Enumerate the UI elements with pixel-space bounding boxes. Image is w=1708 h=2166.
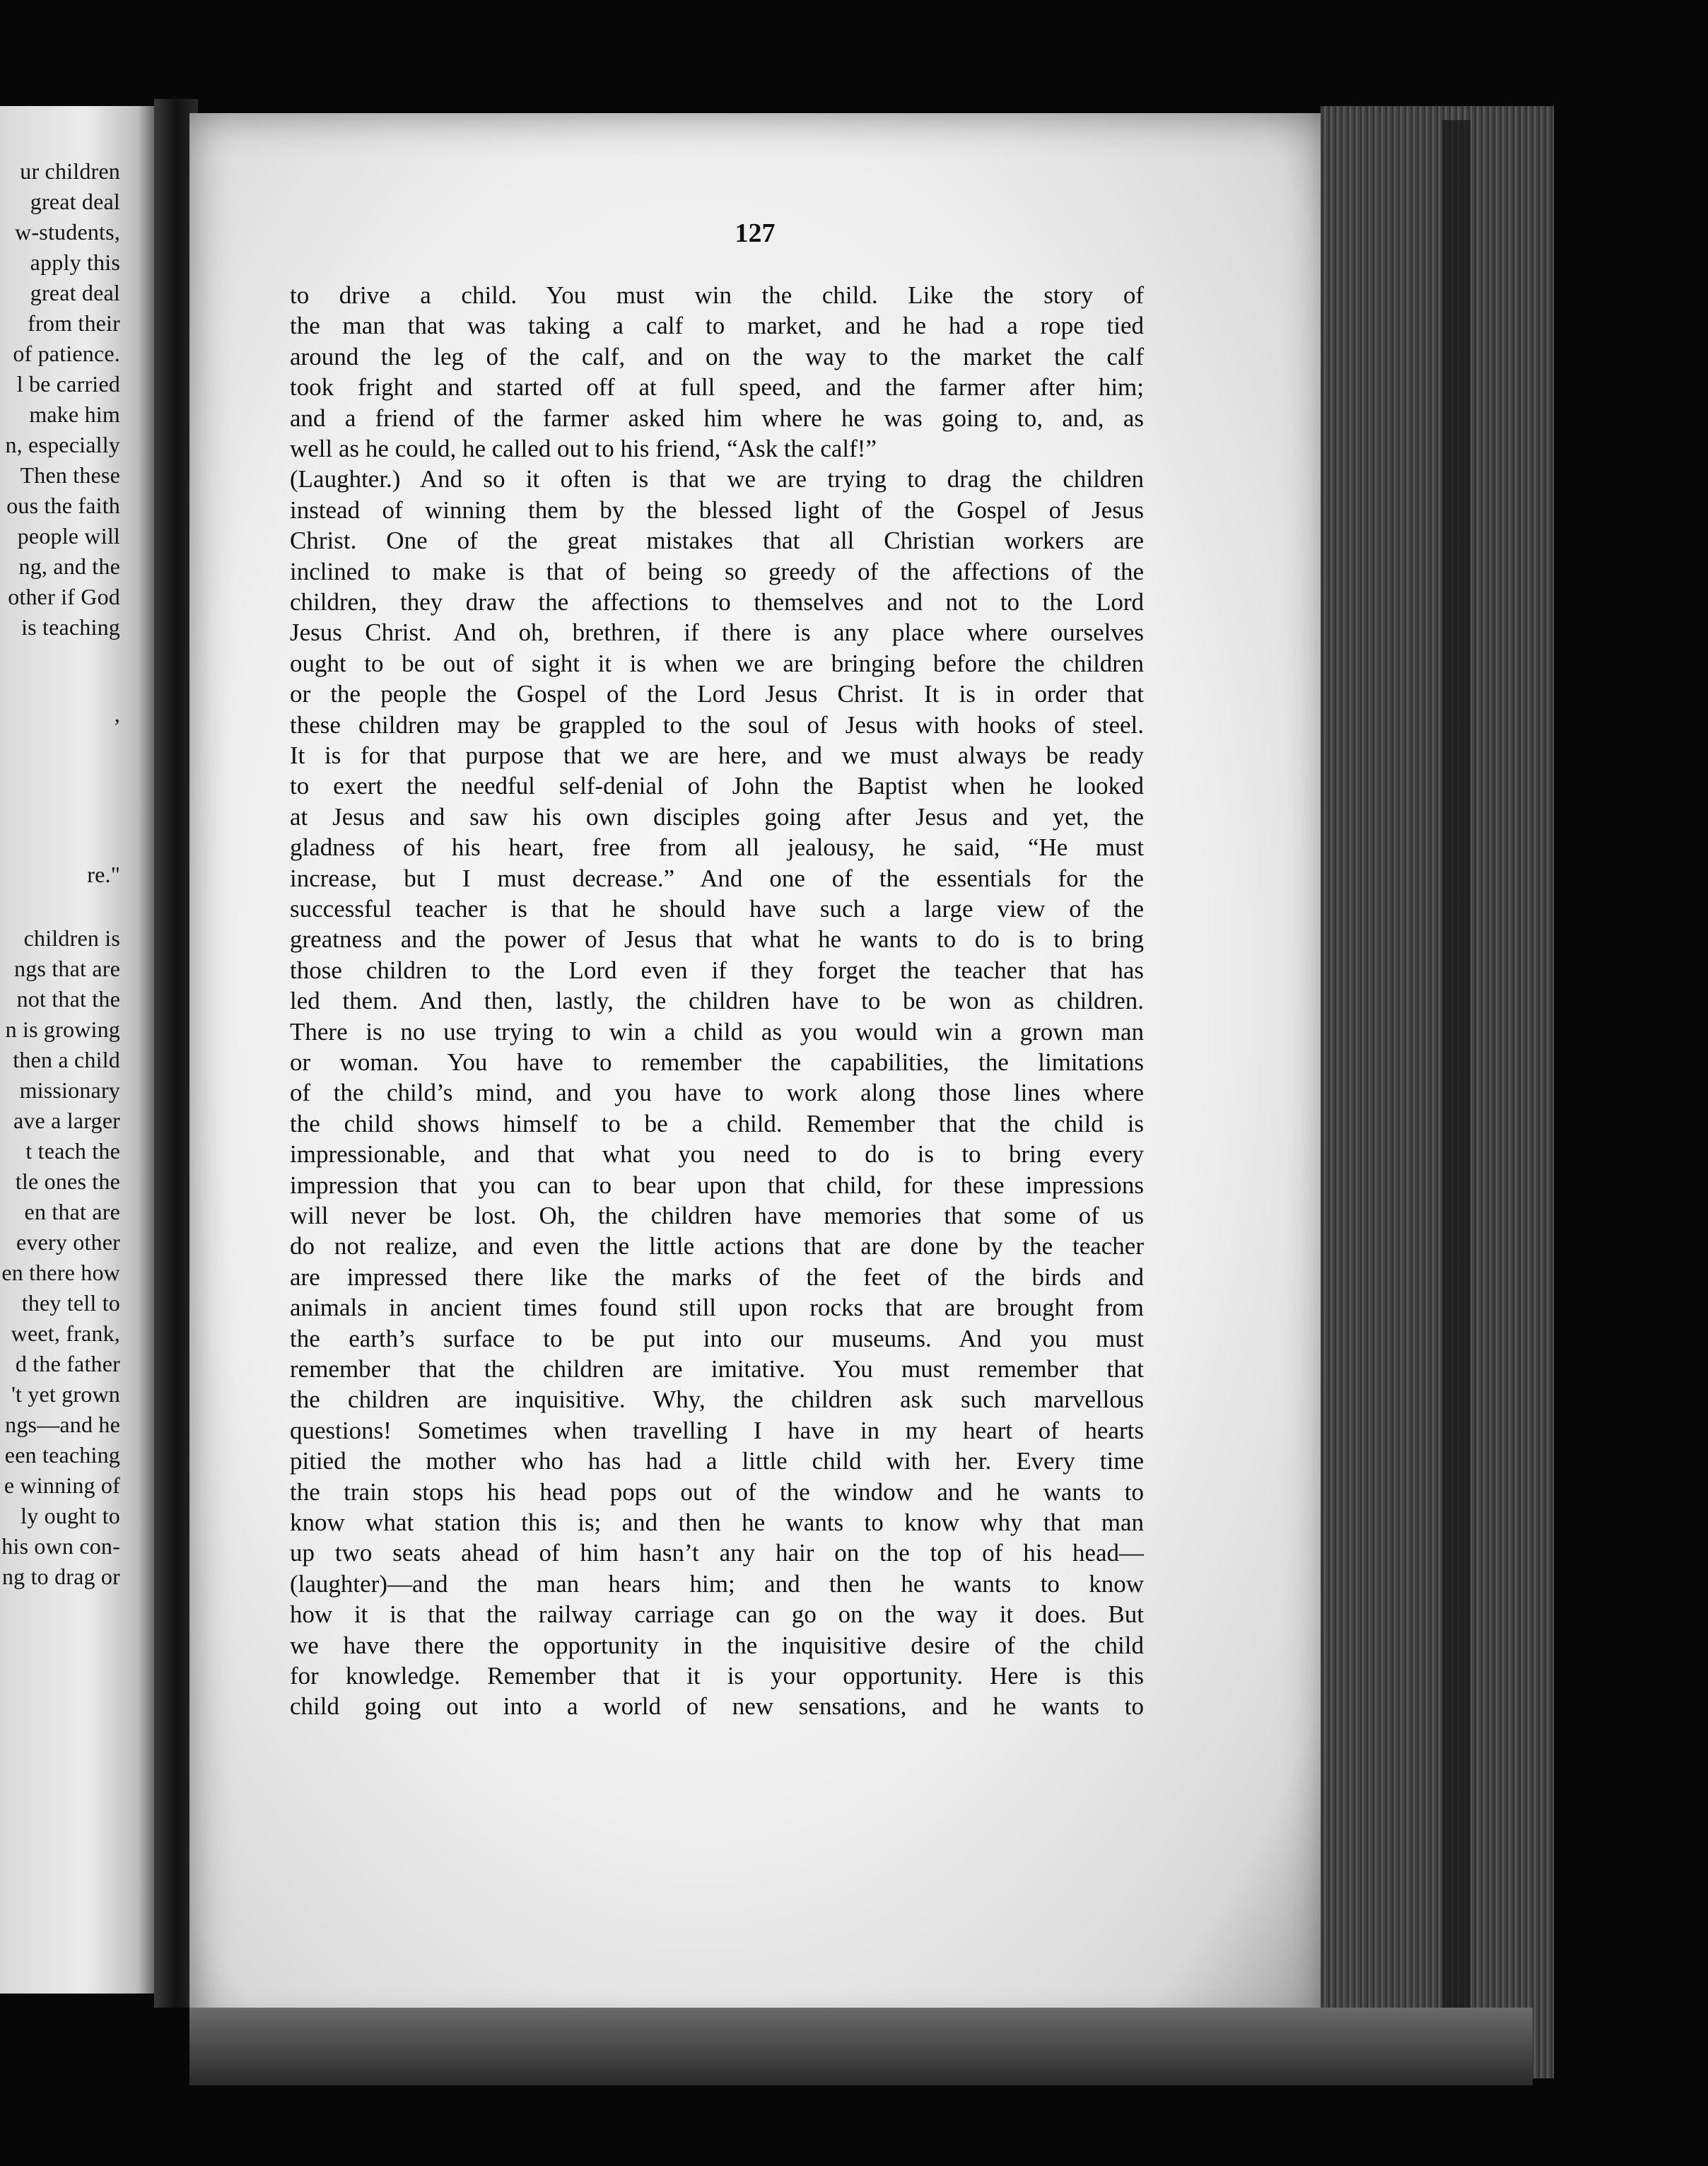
left-text-line: great deal — [30, 189, 120, 214]
left-text-line: l be carried — [16, 371, 120, 397]
text-line: questions! Sometimes when travelling I have in my heart of hearts — [290, 1416, 1144, 1444]
text-line: impressionable, and that what you need to do is to bring every — [290, 1140, 1144, 1169]
text-line: or woman. You have to remember the capabilities, the limitations — [290, 1048, 1144, 1076]
book-bottom-edge — [189, 2008, 1533, 2085]
text-line: instead of winning them by the blessed light of the Gospel of Jesus — [290, 496, 1144, 524]
text-line: up two seats ahead of him hasn’t any hair on the top of his head— — [290, 1539, 1144, 1567]
left-text-line: w-students, — [15, 219, 120, 245]
text-line: Christ. One of the great mistakes that all Christian workers are — [290, 527, 1144, 555]
left-text-line: Then these — [20, 462, 120, 488]
text-line: Jesus Christ. And oh, brethren, if there is any place where ourselves — [290, 619, 1144, 647]
text-line: pitied the mother who has had a little child with her. Every time — [290, 1447, 1144, 1475]
left-text-line: ng to drag or — [1, 1564, 120, 1589]
left-text-line: people will — [17, 523, 120, 549]
text-line: the earth’s surface to be put into our museums. And you must — [290, 1324, 1144, 1352]
text-line: around the leg of the calf, and on the way to the market the calf — [290, 342, 1144, 370]
main-page — [189, 113, 1328, 2036]
text-line: will never be lost. Oh, the children have memories that some of us — [290, 1202, 1144, 1229]
left-text-line: from their — [28, 310, 120, 336]
text-line: do not realize, and even the little actions that are done by the teacher — [290, 1232, 1144, 1260]
text-line: these children may be grappled to the soul of Jesus with hooks of steel. — [290, 710, 1144, 739]
text-line: greatness and the power of Jesus that what he wants to do is to bring — [290, 925, 1144, 954]
text-line: led them. And then, lastly, the children have to be won as children. — [290, 987, 1144, 1015]
text-line: the children are inquisitive. Why, the children ask such marvellous — [290, 1386, 1144, 1414]
book-page-edges — [1321, 106, 1554, 2078]
left-text-line: his own con- — [1, 1533, 120, 1559]
left-text-line: ave a larger — [13, 1108, 120, 1133]
text-line: of the child’s mind, and you have to work along those lines where — [290, 1079, 1144, 1107]
text-line: are impressed there like the marks of the feet of the birds and — [290, 1263, 1144, 1291]
left-text-line: missionary — [19, 1077, 120, 1103]
text-line: know what station this is; and then he wants to know why that man — [290, 1509, 1144, 1536]
left-text-line: then a child — [13, 1047, 120, 1072]
left-text-line: e winning of — [4, 1473, 120, 1498]
left-text-line: weet, frank, — [11, 1321, 120, 1346]
left-text-line: every other — [16, 1229, 120, 1255]
text-line: remember that the children are imitative. You must remember that — [290, 1355, 1144, 1383]
text-line: to drive a child. You must win the child. Like the story of — [290, 281, 1144, 309]
text-line: those children to the Lord even if they forget the teacher that has — [290, 956, 1144, 984]
text-line: impression that you can to bear upon that child, for these impressions — [290, 1171, 1144, 1199]
left-text-line: not that the — [16, 986, 120, 1012]
page-number: 127 — [735, 218, 776, 248]
left-text-line: is teaching — [21, 614, 120, 640]
text-line: (Laughter.) And so it often is that we are trying to drag the children — [290, 465, 1144, 493]
text-line: at Jesus and saw his own disciples going after Jesus and yet, the — [290, 802, 1144, 831]
text-line: successful teacher is that he should have such a large view of the — [290, 895, 1144, 923]
left-text-line: other if God — [8, 584, 120, 609]
left-text-line: they tell to — [21, 1290, 120, 1316]
text-line: the man that was taking a calf to market, and he had a rope tied — [290, 312, 1144, 340]
text-line: the train stops his head pops out of the window and he wants to — [290, 1477, 1144, 1506]
left-text-line: children is — [23, 925, 120, 951]
book-spine-shadow — [1442, 120, 1470, 2029]
left-text-line: ur children — [20, 158, 120, 184]
text-line: and a friend of the farmer asked him where he was going to, and, as — [290, 404, 1144, 432]
left-text-line: n, especially — [5, 432, 120, 457]
left-text-line: ly ought to — [21, 1503, 120, 1528]
left-facing-page — [0, 106, 157, 1994]
text-line: increase, but I must decrease.” And one of the essentials for the — [290, 864, 1144, 892]
text-line: how it is that the railway carriage can go on the way it does. But — [290, 1600, 1144, 1629]
left-text-line: ngs—and he — [5, 1412, 120, 1437]
left-text-line: en that are — [24, 1199, 120, 1224]
left-text-line: ng, and the — [18, 554, 120, 579]
left-text-line: n is growing — [5, 1017, 120, 1042]
left-text-line: of patience. — [13, 341, 120, 366]
text-line: took fright and started off at full speed, and the farmer after him; — [290, 373, 1144, 402]
text-line: ought to be out of sight it is when we are bringing before the children — [290, 649, 1144, 677]
text-line: inclined to make is that of being so greedy of the affections of the — [290, 557, 1144, 585]
left-text-line: ous the faith — [6, 493, 120, 518]
text-line: children, they draw the affections to themselves and not to the Lord — [290, 588, 1144, 616]
text-line: It is for that purpose that we are here, and we must always be ready — [290, 742, 1144, 769]
left-text-line: t teach the — [25, 1138, 120, 1164]
left-text-line: , — [114, 701, 120, 727]
text-line: child going out into a world of new sensations, and he wants to — [290, 1692, 1144, 1721]
text-line: we have there the opportunity in the inquisitive desire of the child — [290, 1631, 1144, 1659]
text-line: (laughter)—and the man hears him; and then he wants to know — [290, 1569, 1144, 1598]
left-text-line: d the father — [15, 1351, 120, 1376]
left-text-line: 't yet grown — [11, 1381, 120, 1407]
text-line: for knowledge. Remember that it is your opportunity. Here is this — [290, 1662, 1144, 1690]
left-text-line: great deal — [30, 280, 120, 305]
text-line: or the people the Gospel of the Lord Jesus Christ. It is in order that — [290, 680, 1144, 708]
left-text-line: make him — [29, 402, 120, 427]
text-line: well as he could, he called out to his friend, “Ask the calf!” — [290, 435, 877, 462]
left-text-line: een teaching — [4, 1442, 120, 1468]
text-line: There is no use trying to win a child as you would win a grown man — [290, 1017, 1144, 1046]
left-text-line: en there how — [1, 1260, 120, 1285]
text-line: the child shows himself to be a child. Remember that the child is — [290, 1109, 1144, 1137]
left-text-line: apply this — [30, 250, 120, 275]
text-line: animals in ancient times found still upon rocks that are brought from — [290, 1294, 1144, 1322]
text-line: to exert the needful self-denial of John the Baptist when he looked — [290, 772, 1144, 800]
text-line: gladness of his heart, free from all jealousy, he said, “He must — [290, 833, 1144, 862]
left-text-line: ngs that are — [14, 956, 120, 981]
left-text-line: tle ones the — [15, 1169, 120, 1194]
left-text-line: re." — [87, 862, 120, 887]
